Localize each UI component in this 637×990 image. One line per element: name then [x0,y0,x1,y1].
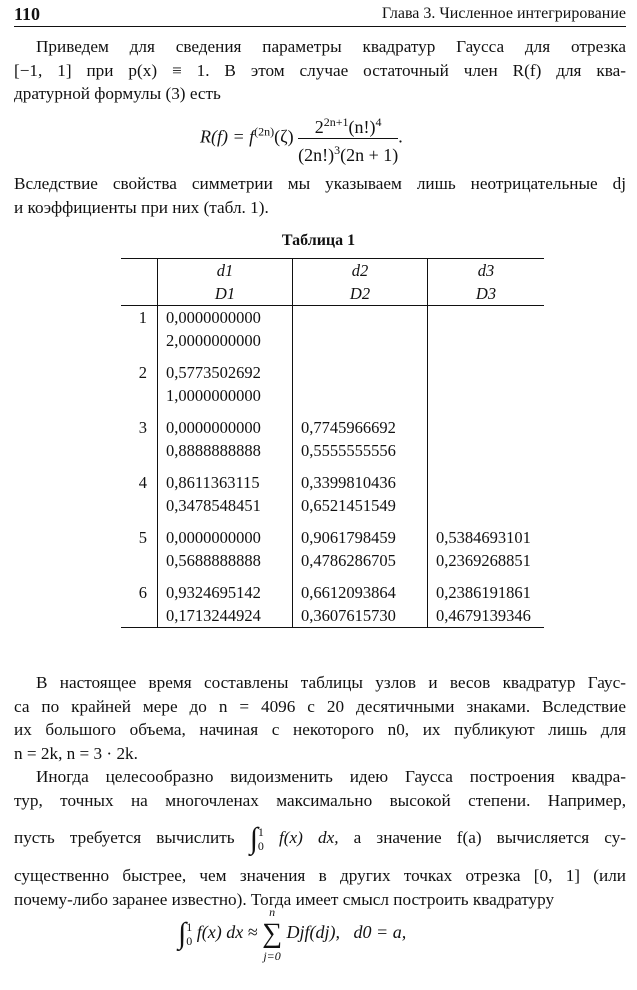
text-line: тур, точных на многочленах максимально высокой степени. Например, [14,790,626,810]
table-caption: Таблица 1 [281,232,356,249]
cell-d2 [293,361,428,384]
cell-d3: 0,5384693101 [428,526,545,549]
table-row [121,439,544,462]
upper-limit: 1 [186,920,193,934]
text-line: n = 2k, n = 3 · 2k. [14,743,138,763]
header-d1: d1 [158,259,293,283]
row-n: 4 [138,473,147,492]
text-line: [−1, 1] при p(x) ≡ 1. В этом случае остаточный член R(f) для ква- [14,60,626,80]
text-line: их большого объема, начиная с некоторого n0, их публикуют лишь для [14,720,626,739]
sum-block [262,905,282,963]
text-line: существенно быстрее, чем значения в других точках отрезка [0, 1] (или [14,866,626,885]
table-row [121,604,544,628]
gauss-table [121,258,544,628]
table-header-row [121,259,544,283]
text-line: дратурной формулы (3) есть [14,84,221,103]
cell-D1: 0,3478548451 [158,494,293,517]
header-D1: D1 [158,282,293,306]
header-D3: D3 [428,282,545,306]
cell-D1: 1,0000000000 [158,384,293,407]
num-rest-sup: 4 [375,115,382,129]
cell-d3 [428,361,545,384]
cell-D3: 0,4679139346 [428,604,545,628]
cell-D1: 2,0000000000 [158,329,293,352]
cell-D1: 0,5688888888 [158,549,293,572]
cell-D1: 0,8888888888 [158,439,293,462]
sigma-icon: ∑ [262,918,283,949]
cell-d2: 0,3399810436 [293,471,428,494]
cell-d2: 0,7745966692 [293,416,428,439]
den-rest: (2n + 1) [340,145,399,165]
integral-limits [258,825,264,853]
text-line: В настоящее время составлены таблицы узлов и весов квадратур Гаус- [36,673,626,692]
cell-D2: 0,3607615730 [293,604,428,628]
cell-d2: 0,6612093864 [293,581,428,604]
cell-D2: 0,6521451549 [293,494,428,517]
text-line: и коэффициенты при них (табл. 1). [14,197,269,217]
cell-D3 [428,384,545,407]
cell-d2: 0,9061798459 [293,526,428,549]
header-D2: D2 [293,282,428,306]
cell-D3 [428,494,545,517]
table-row [121,306,544,330]
cell-D3 [428,439,545,462]
cell-d1: 0,5773502692 [158,361,293,384]
cell-d1: 0,0000000000 [158,416,293,439]
integrand: f(x) dx ≈ [196,922,258,943]
num-rest: (n!) [348,117,376,137]
header-d2: d2 [293,259,428,283]
condition: d0 = a, [353,922,407,943]
inline-after: а значение f(a) вычисляется су- [353,828,627,847]
lower-limit: 0 [186,934,193,948]
formula-arg: (ζ) [274,126,294,147]
num-sup: 2n+1 [323,115,349,129]
cell-D1: 0,1713244924 [158,604,293,628]
row-n: 6 [138,583,147,602]
text-line: почему-либо заранее известно). Тогда имеет смысл построить квадратуру [14,889,555,909]
cell-d1: 0,9324695142 [158,581,293,604]
text-line-with-integral [14,812,626,864]
chapter-title: Глава 3. Численное интегрирование [381,5,626,22]
table-row [121,329,544,352]
formula-fraction [298,111,398,166]
cell-D2: 0,4786286705 [293,549,428,572]
integral-sign-icon: ∫ [178,917,187,950]
cell-D2 [293,384,428,407]
row-n: 1 [121,306,158,330]
paragraph-symmetry [14,172,626,219]
summand: Djf(dj), [286,922,341,943]
cell-D2 [293,329,428,352]
cell-d3 [428,416,545,439]
lower-limit: 0 [257,839,264,854]
table-row [121,494,544,517]
den-sup: 3 [334,143,341,157]
formula-end: . [398,126,403,147]
table-row [121,471,544,494]
formula-lhs: R(f) = f [200,126,255,147]
inline-integrand: f(x) dx, [279,828,339,847]
paragraph-modification [14,765,626,911]
paragraph-intro [14,35,626,106]
table-header-row [121,282,544,306]
cell-d1: 0,0000000000 [158,526,293,549]
running-header [14,2,626,27]
row-n: 2 [138,363,147,382]
integral-limits [186,920,192,948]
cell-d3 [428,306,545,330]
table-row [121,549,544,572]
cell-D3: 0,2369268851 [428,549,545,572]
formula-lhs-sup: (2n) [254,124,275,139]
table-row [121,526,544,549]
text-line: са по крайней мере до n = 4096 с 20 десятичными знаками. Вследствие [14,696,626,716]
table-row [121,384,544,407]
cell-d2 [293,306,428,330]
table-row [121,581,544,604]
page-number: 110 [14,4,41,24]
sum-bottom: j=0 [263,949,281,963]
cell-d3: 0,2386191861 [428,581,545,604]
num-base: 2 [314,117,324,137]
upper-limit: 1 [257,825,264,840]
cell-D2: 0,5555555556 [293,439,428,462]
cell-d1: 0,0000000000 [158,306,293,330]
fraction-denominator [298,139,398,166]
den-base: (2n!) [298,145,335,165]
table-row [121,361,544,384]
fraction-numerator [298,111,398,139]
integral-sign-icon: ∫ [249,822,258,856]
remainder-formula [200,111,403,166]
sum-top: n [269,905,276,919]
text-line: Вследствие свойства симметрии мы указываем лишь неотрицательные dj [14,174,626,193]
quadrature-formula [178,905,406,963]
row-n: 3 [138,418,147,437]
cell-d3 [428,471,545,494]
cell-d1: 0,8611363115 [158,471,293,494]
paragraph-tables-note [14,671,626,765]
table-row [121,416,544,439]
header-d3: d3 [428,259,545,283]
text-line: Иногда целесообразно видоизменить идею Гаусса построения квадра- [36,767,626,786]
cell-D3 [428,329,545,352]
text-line: Приведем для сведения параметры квадратур Гаусса для отрезка [36,37,626,56]
inline-text: пусть требуется вычислить [14,828,235,847]
row-n: 5 [138,528,147,547]
